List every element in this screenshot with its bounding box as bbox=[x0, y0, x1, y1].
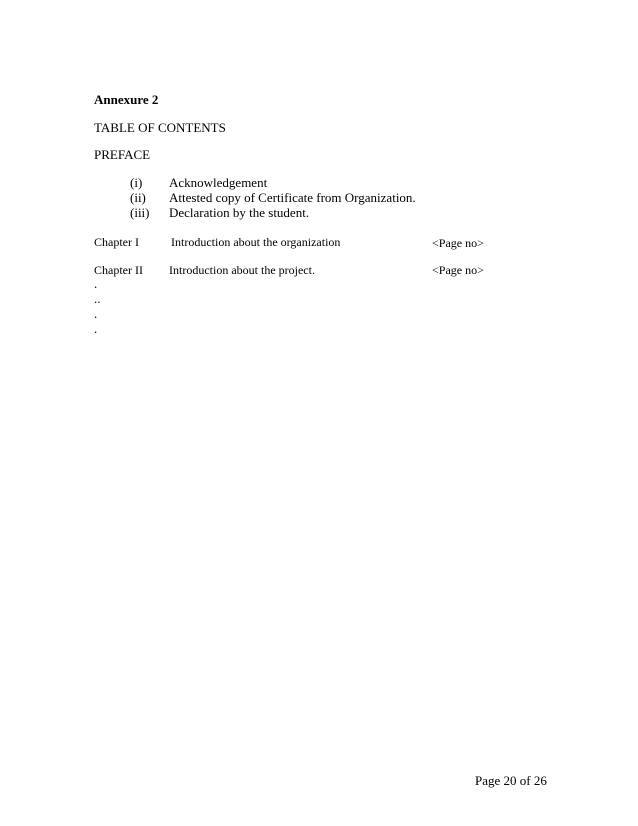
page-footer: Page 20 of 26 bbox=[475, 773, 547, 788]
dot-line: . bbox=[94, 321, 98, 336]
chapter-page: <Page no> bbox=[432, 263, 484, 277]
preface-item-text: Acknowledgement bbox=[169, 175, 268, 190]
preface-item-text: Declaration by the student. bbox=[169, 205, 310, 220]
preface-item-numeral: (iii) bbox=[130, 205, 150, 220]
preface-title: PREFACE bbox=[94, 147, 151, 162]
chapter-page: <Page no> bbox=[432, 236, 484, 250]
toc-title: TABLE OF CONTENTS bbox=[94, 120, 226, 135]
preface-item-text: Attested copy of Certificate from Organization. bbox=[169, 190, 416, 205]
chapter-label: Chapter II bbox=[94, 263, 143, 277]
chapter-title: Introduction about the organization bbox=[171, 235, 341, 249]
chapter-title: Introduction about the project. bbox=[169, 263, 315, 277]
annexure-title: Annexure 2 bbox=[94, 92, 159, 107]
preface-item-numeral: (i) bbox=[130, 175, 143, 190]
dot-line: . bbox=[94, 306, 98, 321]
dot-line: .. bbox=[94, 291, 101, 306]
preface-item-numeral: (ii) bbox=[130, 190, 146, 205]
dot-line: . bbox=[94, 276, 98, 291]
chapter-label: Chapter I bbox=[94, 235, 139, 249]
